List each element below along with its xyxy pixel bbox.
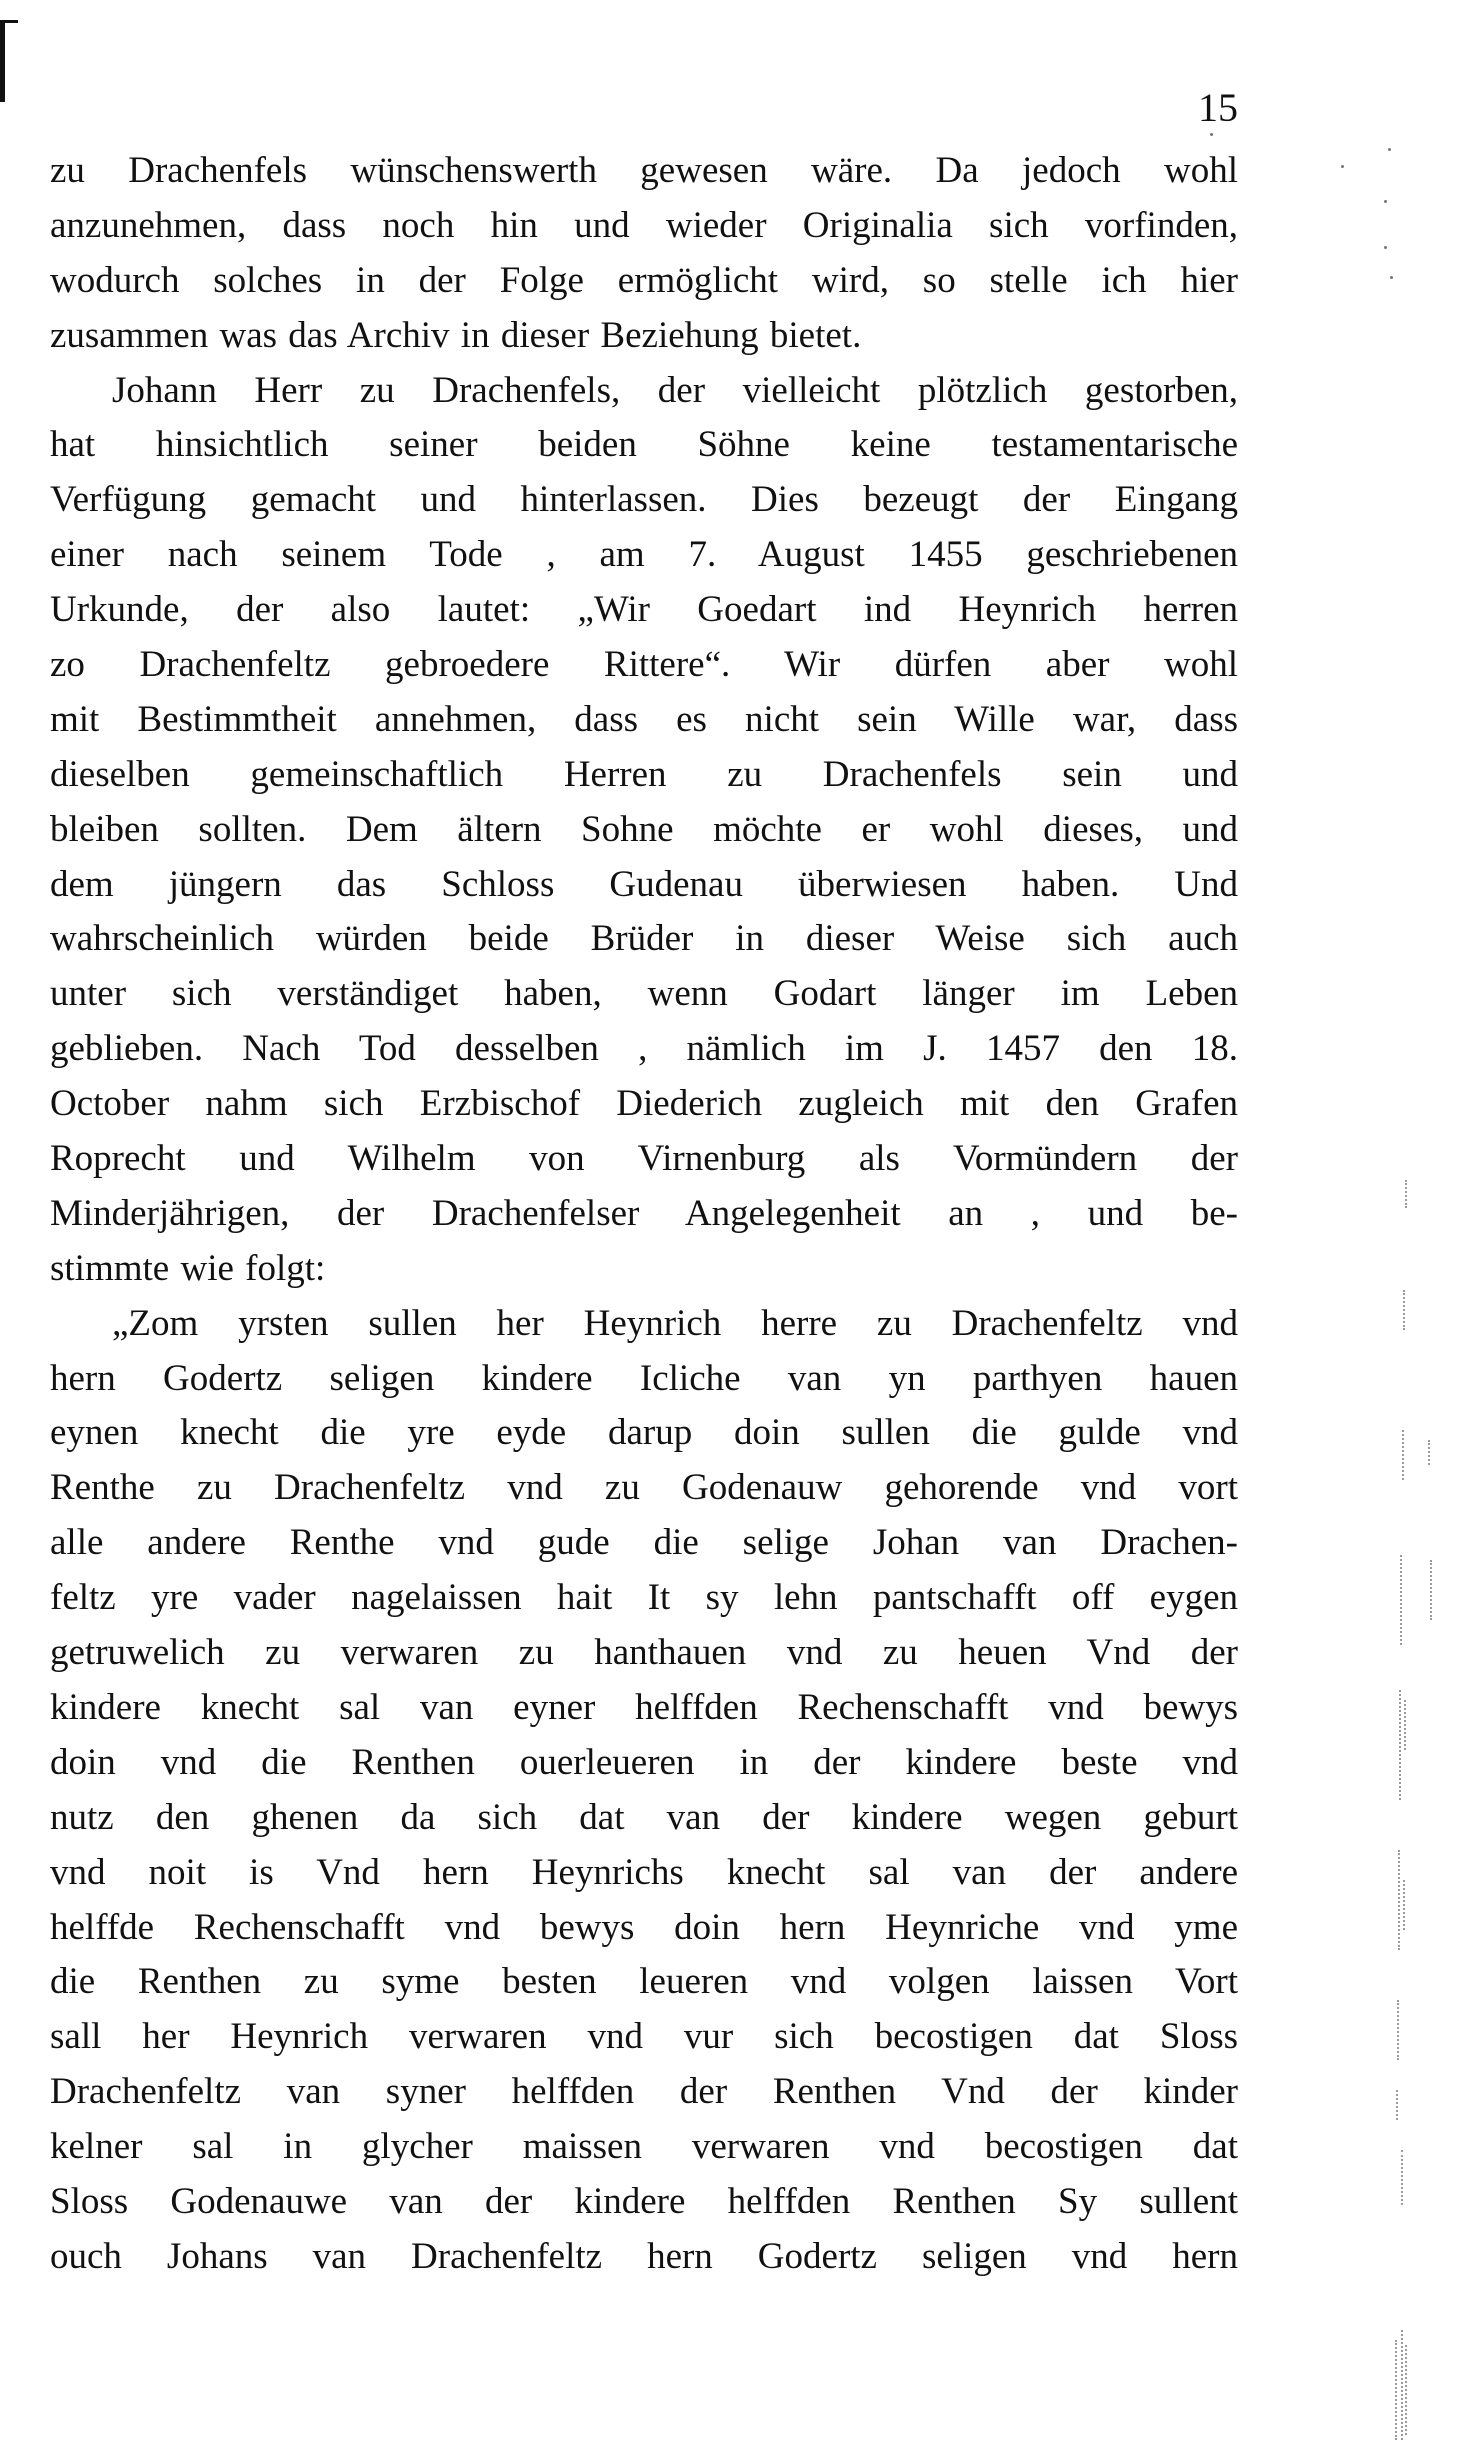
- text-line: Johann Herr zu Drachenfels, der vielleicht plötzlich gestorben,: [112, 369, 1238, 411]
- scan-speck: [1390, 276, 1393, 279]
- text-line: getruwelich zu verwaren zu hanthauen vnd zu heuen Vnd der: [50, 1632, 1238, 1674]
- text-line: Renthe zu Drachenfeltz vnd zu Godenauw gehorende vnd vort: [50, 1467, 1238, 1509]
- text-line: dem jüngern das Schloss Gudenau überwiesen haben. Und: [50, 863, 1238, 905]
- scan-artifact-line: [1400, 1555, 1404, 1645]
- scan-artifact-line: [1401, 2150, 1405, 2205]
- scan-artifact-line: [1399, 1690, 1403, 1800]
- text-line: „Zom yrsten sullen her Heynrich herre zu Drachenfeltz vnd: [112, 1302, 1238, 1344]
- page-number: 15: [1198, 85, 1238, 130]
- scan-artifact-line: [1395, 2340, 1399, 2440]
- scan-artifact-line: [1403, 1880, 1407, 1930]
- text-line: helffde Rechenschafft vnd bewys doin hern Heynriche vnd yme: [50, 1906, 1238, 1948]
- text-line: Minderjährigen, der Drachenfelser Angelegenheit an , und be-: [50, 1192, 1238, 1234]
- text-line: wahrscheinlich würden beide Brüder in dieser Weise sich auch: [50, 918, 1238, 960]
- text-line: Drachenfeltz van syner helffden der Renthen Vnd der kinder: [50, 2071, 1238, 2113]
- text-line: zusammen was das Archiv in dieser Beziehung bietet.: [50, 314, 862, 356]
- text-line: dieselben gemeinschaftlich Herren zu Drachenfels sein und: [50, 753, 1238, 795]
- scan-speck: [1210, 133, 1213, 136]
- scan-artifact-line: [1396, 2090, 1400, 2120]
- text-line: Sloss Godenauwe van der kindere helffden Renthen Sy sullent: [50, 2180, 1238, 2222]
- text-line: Roprecht und Wilhelm von Virnenburg als Vormündern der: [50, 1138, 1238, 1180]
- text-line: hat hinsichtlich seiner beiden Söhne keine testamentarische: [50, 424, 1238, 466]
- text-line: unter sich verständiget haben, wenn Godart länger im Leben: [50, 973, 1238, 1015]
- text-line: die Renthen zu syme besten leueren vnd volgen laissen Vort: [50, 1961, 1238, 2003]
- text-line: kindere knecht sal van eyner helffden Rechenschafft vnd bewys: [50, 1686, 1238, 1728]
- scan-artifact-line: [1402, 1430, 1406, 1480]
- scan-artifact-line: [1397, 2000, 1401, 2060]
- text-line: alle andere Renthe vnd gude die selige Johan van Drachen-: [50, 1522, 1238, 1564]
- text-line: geblieben. Nach Tod desselben , nämlich im J. 1457 den 18.: [50, 1028, 1238, 1070]
- scan-speck: [1384, 200, 1387, 203]
- text-line: anzunehmen, dass noch hin und wieder Originalia sich vorfinden,: [50, 204, 1238, 246]
- text-line: mit Bestimmtheit annehmen, dass es nicht sein Wille war, dass: [50, 698, 1238, 740]
- scan-artifact-line: [1405, 1180, 1409, 1208]
- text-line: October nahm sich Erzbischof Diederich zugleich mit den Grafen: [50, 1083, 1238, 1125]
- text-line: wodurch solches in der Folge ermöglicht wird, so stelle ich hier: [50, 259, 1238, 301]
- text-line: kelner sal in glycher maissen verwaren vnd becostigen dat: [50, 2126, 1238, 2168]
- scan-artifact-line: [1404, 1700, 1408, 1750]
- scan-speck: [1341, 165, 1344, 168]
- text-line: zo Drachenfeltz gebroedere Rittere“. Wir dürfen aber wohl: [50, 644, 1238, 686]
- text-line: feltz yre vader nagelaissen hait It sy lehn pantschafft off eygen: [50, 1577, 1238, 1619]
- scan-artifact-line: [1428, 1440, 1432, 1465]
- text-line: Verfügung gemacht und hinterlassen. Dies bezeugt der Eingang: [50, 479, 1238, 521]
- text-line: nutz den ghenen da sich dat van der kindere wegen geburt: [50, 1796, 1238, 1838]
- text-line: vnd noit is Vnd hern Heynrichs knecht sal van der andere: [50, 1851, 1238, 1893]
- text-line: zu Drachenfels wünschenswerth gewesen wäre. Da jedoch wohl: [50, 150, 1238, 191]
- text-line: sall her Heynrich verwaren vnd vur sich becostigen dat Sloss: [50, 2016, 1238, 2058]
- text-line: doin vnd die Renthen ouerleueren in der kindere beste vnd: [50, 1741, 1238, 1783]
- scan-edge-mark-top: [0, 20, 18, 23]
- scan-artifact-line: [1398, 1850, 1402, 1950]
- body-text: [50, 144, 1238, 2285]
- text-line: ouch Johans van Drachenfeltz hern Godertz seligen vnd hern: [50, 2235, 1238, 2277]
- scan-artifact-line: [1430, 1560, 1434, 1620]
- scan-speck: [1388, 148, 1391, 151]
- text-line: eynen knecht die yre eyde darup doin sullen die gulde vnd: [50, 1412, 1238, 1454]
- text-line: stimmte wie folgt:: [50, 1247, 326, 1289]
- text-line: einer nach seinem Tode , am 7. August 1455 geschriebenen: [50, 534, 1238, 576]
- text-line: Urkunde, der also lautet: „Wir Goedart ind Heynrich herren: [50, 589, 1238, 631]
- scan-artifact-line: [1405, 2345, 1409, 2435]
- scan-artifact-line: [1403, 1290, 1407, 1330]
- text-line: hern Godertz seligen kindere Icliche van yn parthyen hauen: [50, 1357, 1238, 1399]
- scan-edge-mark: [0, 20, 5, 102]
- text-line: bleiben sollten. Dem ältern Sohne möchte er wohl dieses, und: [50, 808, 1238, 850]
- scan-speck: [1384, 246, 1387, 249]
